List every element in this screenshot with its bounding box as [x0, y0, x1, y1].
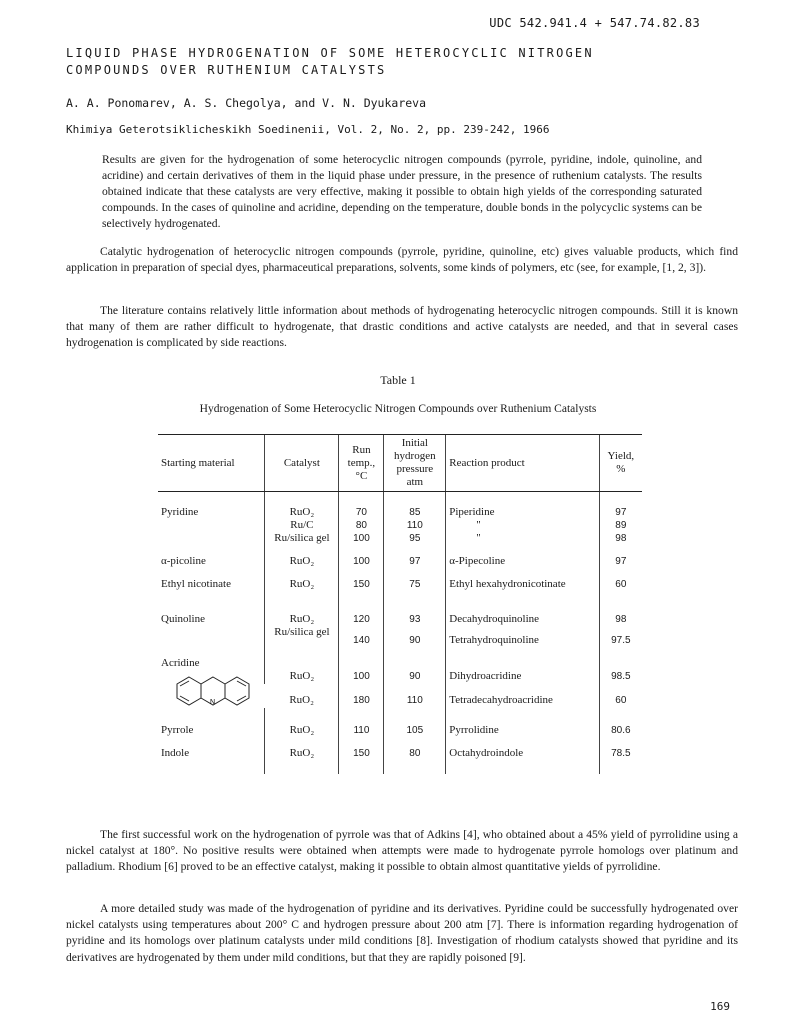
cell-yield — [599, 647, 642, 670]
cell-pressure: 110 — [384, 684, 446, 708]
title-line-1: LIQUID PHASE HYDROGENATION OF SOME HETEROCYCLIC NITROGEN — [66, 46, 594, 60]
cell-catalyst: RuO₂ — [265, 737, 339, 774]
header-run-temp: Run temp., °C — [339, 435, 384, 492]
cell-product: Piperidine — [446, 492, 599, 520]
structure-atom-label: N — [210, 699, 216, 706]
cell-catalyst: RuO₂ — [289, 693, 314, 706]
table-row — [158, 591, 642, 626]
paragraph-1: Catalytic hydrogenation of heterocyclic nitrogen compounds (pyrrole, pyridine, quinoline, etc) gives valuable products, which find application in preparation of special dyes, pharmaceutical preparations, solvents, some kinds of polymers, etc (see, for example, [1, 2, 3]). — [66, 245, 738, 275]
paragraph-2: The literature contains relatively little information about methods of hydrogenating heterocyclic nitrogen compounds. Still it is known that many of them are rather difficult to hydrogenate, that drastic conditions and active catalysts are needed, and that in several cases hydrogenation is complicated by side reactions. — [66, 304, 738, 350]
cell-product: Octahydroindole — [446, 737, 599, 774]
cell-yield: 80.6 — [599, 708, 642, 737]
cell-yield: 98 — [599, 591, 642, 626]
cell-product: Tetrahydroquinoline — [446, 626, 599, 647]
cell-yield: 97.5 — [599, 626, 642, 647]
table-row — [158, 708, 642, 737]
cell-temp: 140 — [339, 626, 384, 647]
cell-pressure: 75 — [384, 568, 446, 591]
cell-yield: 98 — [599, 532, 642, 545]
cell-pressure: 95 — [384, 532, 446, 545]
header-catalyst: Catalyst — [265, 435, 339, 492]
header-pressure: Initial hydrogen pressure atm — [384, 435, 446, 492]
table-row — [158, 568, 642, 591]
cell-pressure: 85 — [384, 492, 446, 520]
table-row — [158, 670, 642, 684]
cell-catalyst: RuO₂ — [265, 591, 339, 626]
cell-structure — [158, 670, 265, 708]
page-number: 169 — [710, 1000, 730, 1013]
cell-material: Indole — [161, 747, 190, 759]
cell-temp: 120 — [339, 591, 384, 626]
results-table — [158, 434, 642, 774]
table-row — [158, 737, 642, 774]
cell-temp: 100 — [339, 532, 384, 545]
table-row — [158, 532, 642, 545]
article-title — [66, 45, 706, 79]
cell-catalyst: RuO₂ — [265, 568, 339, 591]
cell-product: Tetradecahydroacridine — [446, 684, 599, 708]
cell-temp: 180 — [339, 684, 384, 708]
cell-product: Dihydroacridine — [446, 670, 599, 684]
cell-catalyst: RuO₂ — [265, 492, 339, 520]
acridine-structure-icon — [175, 674, 257, 708]
cell-product: Pyrrolidine — [446, 708, 599, 737]
header-reaction-product: Reaction product — [446, 435, 599, 492]
cell-catalyst: Ru/C — [265, 519, 339, 532]
header-starting-material: Starting material — [158, 435, 265, 492]
cell-material — [158, 626, 265, 647]
cell-material: Quinoline — [161, 613, 205, 625]
cell-product: Ethyl hexahydronicotinate — [446, 568, 599, 591]
authors: A. A. Ponomarev, A. S. Chegolya, and V. N. Dyukareva — [66, 96, 427, 110]
cell-yield: 60 — [599, 568, 642, 591]
cell-material: Ethyl nicotinate — [161, 578, 231, 590]
cell-pressure — [384, 647, 446, 670]
cell-pressure: 110 — [384, 519, 446, 532]
cell-temp: 100 — [339, 545, 384, 568]
cell-yield: 60 — [599, 684, 642, 708]
cell-yield: 97 — [599, 545, 642, 568]
cell-product: " — [446, 532, 599, 545]
cell-temp — [339, 647, 384, 670]
table-row — [158, 647, 642, 670]
cell-material: α-picoline — [161, 555, 206, 567]
cell-material: Pyridine — [161, 506, 199, 518]
cell-material: Pyrrole — [161, 724, 194, 736]
cell-product: " — [446, 519, 599, 532]
cell-catalyst: RuO₂ — [265, 670, 339, 684]
paragraph-3: The first successful work on the hydrogenation of pyrrole was that of Adkins [4], who obtained about a 45% yield of pyrrolidine using a nickel catalyst at 180°. No positive results were obtained when attempts were made to hydrogenate pyrrole homologs over platinum and palladium. Rhodium [6] proved to be an effective catalyst, making it possible to obtain almost quantitative yields of pyrrolidine. — [66, 828, 738, 874]
cell-catalyst — [265, 647, 339, 670]
cell-pressure: 90 — [384, 670, 446, 684]
paragraph-4: A more detailed study was made of the hydrogenation of pyridine and its derivatives. Pyridine could be successfully hydrogenated over nickel catalysts using temperatures about 200° C and hydrogen pressure about 200 atm [7]. There is information regarding hydrogenation of pyridine and its homologs over platinum catalysts under mild conditions [8]. Investigation of rhodium catalysts showed that pyridine and its derivatives are hydrogenated by them under mild conditions, but that they are rapidly poisoned [9]. — [66, 902, 738, 964]
udc-code: UDC 542.941.4 + 547.74.82.83 — [489, 16, 700, 30]
cell-yield: 78.5 — [599, 737, 642, 774]
cell-material: Acridine — [161, 657, 200, 669]
cell-yield: 97 — [599, 492, 642, 520]
cell-pressure: 97 — [384, 545, 446, 568]
cell-catalyst: RuO₂ — [265, 708, 339, 737]
cell-material — [158, 532, 265, 545]
cell-yield: 89 — [599, 519, 642, 532]
cell-temp: 110 — [339, 708, 384, 737]
table-row — [158, 626, 642, 647]
title-line-2: COMPOUNDS OVER RUTHENIUM CATALYSTS — [66, 63, 387, 77]
cell-product: Decahydroquinoline — [446, 591, 599, 626]
cell-catalyst: Ru/silica gel — [265, 532, 339, 545]
cell-temp: 80 — [339, 519, 384, 532]
cell-material — [158, 519, 265, 532]
journal-source: Khimiya Geterotsiklicheskikh Soedinenii, Vol. 2, No. 2, pp. 239-242, 1966 — [66, 123, 550, 136]
cell-catalyst: RuO₂ — [265, 545, 339, 568]
table-row — [158, 492, 642, 520]
table-row — [158, 519, 642, 532]
cell-pressure: 105 — [384, 708, 446, 737]
cell-temp: 150 — [339, 568, 384, 591]
cell-pressure: 93 — [384, 591, 446, 626]
cell-catalyst: Ru/silica gel — [265, 626, 339, 647]
cell-product: α-Pipecoline — [446, 545, 599, 568]
table-row — [158, 545, 642, 568]
cell-temp: 150 — [339, 737, 384, 774]
cell-temp: 100 — [339, 670, 384, 684]
cell-temp: 70 — [339, 492, 384, 520]
cell-yield: 98.5 — [599, 670, 642, 684]
table-label: Table 1 — [380, 373, 416, 387]
abstract: Results are given for the hydrogenation of some heterocyclic nitrogen compounds (pyrrole, pyridine, indole, quinoline, and acridine) and certain derivatives of them in the liquid phase under pressure, in the presence of ruthenium catalysts. The results obtained indicate that these catalysts are very effective, making it possible to obtain high yields of the corresponding saturated compounds. In the cases of quinoline and acridine, depending on the temperature, double bonds in the polycyclic systems can be selectively hydrogenated. — [102, 153, 702, 230]
cell-pressure: 80 — [384, 737, 446, 774]
header-yield: Yield, % — [599, 435, 642, 492]
cell-product — [446, 647, 599, 670]
cell-pressure: 90 — [384, 626, 446, 647]
table-caption: Hydrogenation of Some Heterocyclic Nitrogen Compounds over Ruthenium Catalysts — [199, 403, 597, 415]
table-header-row — [158, 435, 642, 492]
